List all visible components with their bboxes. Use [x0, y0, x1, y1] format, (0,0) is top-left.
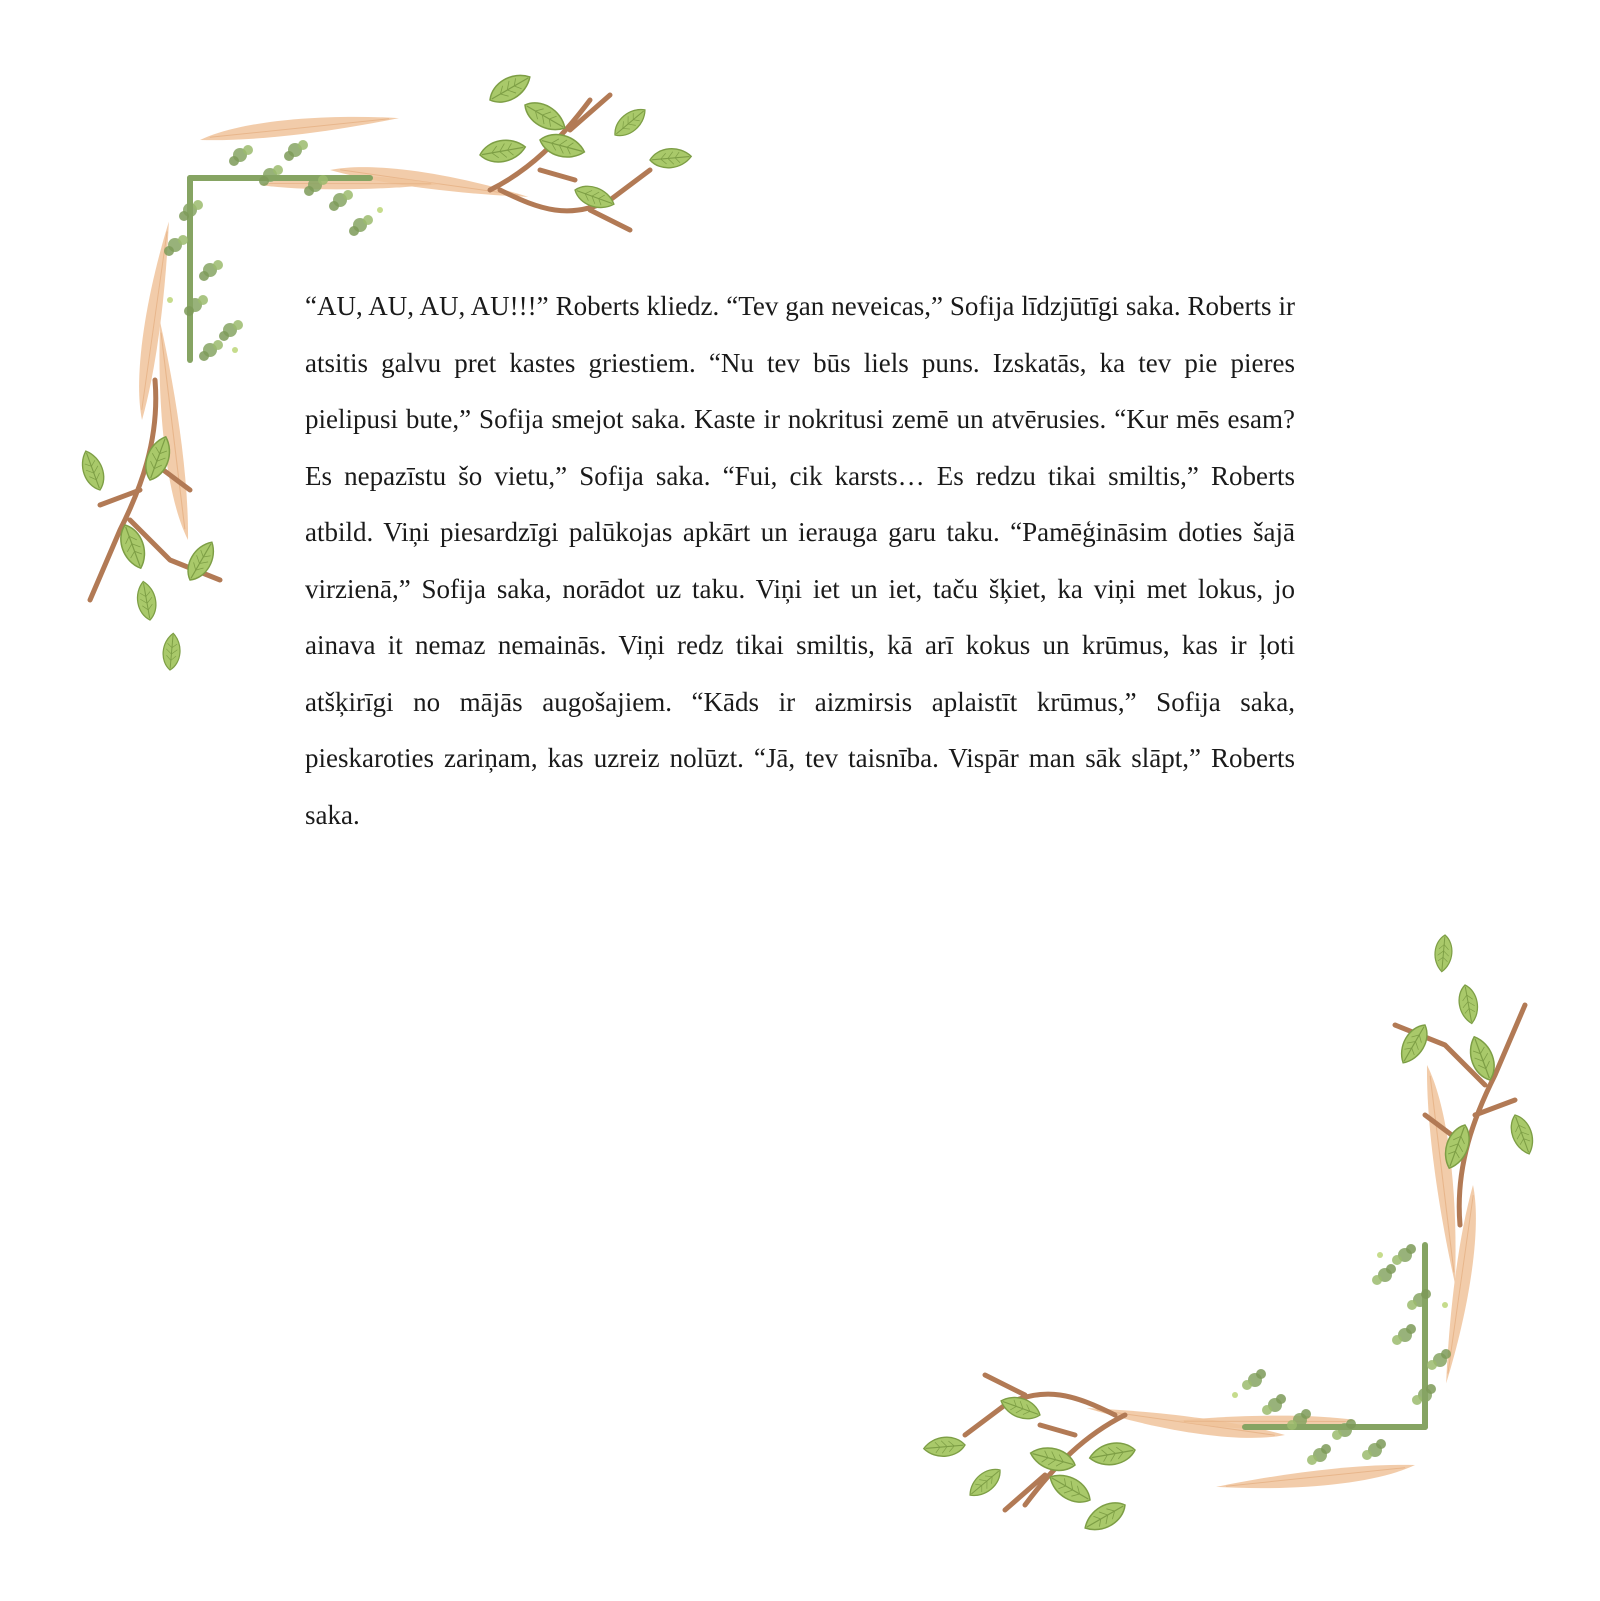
story-paragraph: “AU, AU, AU, AU!!!” Roberts kliedz. “Tev gan neveicas,” Sofija līdzjūtīgi saka. Roberts ir atsitis galvu pret kastes griestiem. “Nu tev būs liels puns. Izskatās, ka tev pie pieres pielipusi bute,” Sofija smejot saka. Kaste ir nokritusi zemē un atvērusies. “Kur mēs esam? Es nepazīstu šo vietu,” Sofija saka. “Fui, cik karsts… Es redzu tikai smiltis,” Roberts atbild. Viņi piesardzīgi palūkojas apkārt un ierauga garu taku. “Pamēģināsim doties šajā virzienā,” Sofija saka, norādot uz taku. Viņi iet un iet, taču šķiet, ka viņi met lokus, jo ainava it nemaz nemainās. Viņi redz tikai smiltis, kā arī kokus un krūmus, kas ir ļoti atšķirīgi no mājās augošajiem. “Kāds ir aizmirsis aplaistīt krūmus,” Sofija saka, pieskaroties zariņam, kas uzreiz nolūzt. “Jā, tev taisnība. Vispār man sāk slāpt,” Roberts saka.	[305, 291, 1295, 830]
leafy-corner-bottom-right-icon	[885, 905, 1545, 1545]
